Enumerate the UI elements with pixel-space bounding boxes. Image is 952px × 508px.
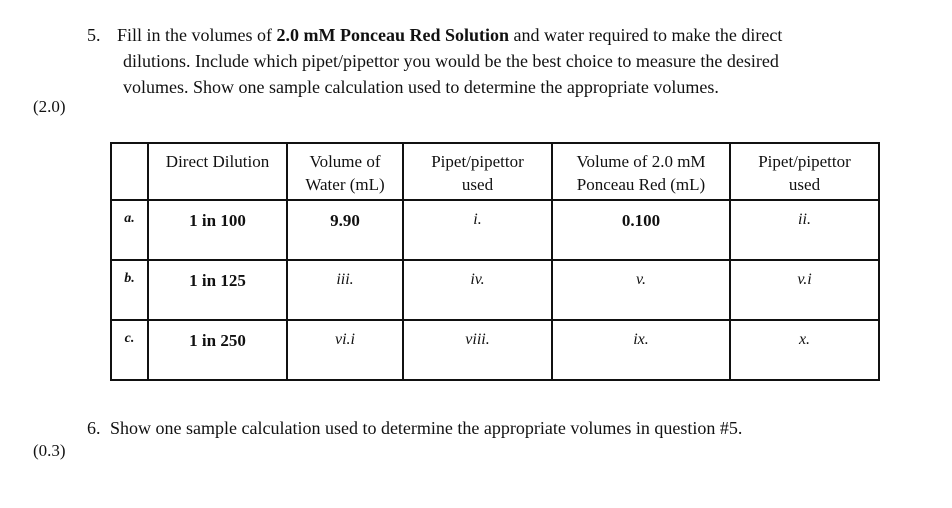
header-direct-dilution: Direct Dilution — [148, 143, 287, 200]
ponceau-pipet-cell: v.i — [730, 260, 879, 320]
header-volume-water-line1: Volume of — [309, 152, 381, 171]
row-label: a. — [111, 200, 148, 260]
ponceau-volume-cell: 0.100 — [552, 200, 730, 260]
dilution-table — [110, 142, 880, 381]
question5-line2: dilutions. Include which pipet/pipettor you would be the best choice to measure the desired — [123, 51, 779, 71]
table-row — [111, 260, 879, 320]
ponceau-pipet-cell: ii. — [730, 200, 879, 260]
header-pipet-ponceau-line2: used — [788, 175, 821, 194]
question5-line1-post: and water required to make the direct — [509, 25, 783, 45]
water-volume-cell: vi.i — [287, 320, 403, 380]
table-row — [111, 320, 879, 380]
dilution-cell: 1 in 250 — [148, 320, 287, 380]
header-pipet-ponceau-line1: Pipet/pipettor — [758, 152, 851, 171]
header-volume-ponceau-line1: Volume of 2.0 mM — [576, 152, 706, 171]
dilution-cell: 1 in 125 — [148, 260, 287, 320]
row-label: c. — [111, 320, 148, 380]
ponceau-volume-cell: v. — [552, 260, 730, 320]
solution-name: 2.0 mM Ponceau Red Solution — [276, 25, 510, 45]
question6-number: 6. — [87, 418, 101, 438]
header-label — [111, 143, 148, 200]
water-volume-cell: iii. — [287, 260, 403, 320]
header-volume-water-line2: Water (mL) — [305, 175, 385, 194]
header-pipet-water-line1: Pipet/pipettor — [431, 152, 524, 171]
question5-line3: volumes. Show one sample calculation used to determine the appropriate volumes. — [123, 77, 719, 97]
water-volume-cell: 9.90 — [287, 200, 403, 260]
header-pipet-water-line2: used — [461, 175, 494, 194]
question6-text: Show one sample calculation used to determine the appropriate volumes in question #5. — [110, 418, 743, 438]
header-pipet-water — [403, 143, 552, 200]
water-pipet-cell: iv. — [403, 260, 552, 320]
question5-points: (2.0) — [33, 97, 66, 116]
header-volume-ponceau — [552, 143, 730, 200]
table-header-row — [111, 143, 879, 200]
dilution-cell: 1 in 100 — [148, 200, 287, 260]
water-pipet-cell: viii. — [403, 320, 552, 380]
question5-text — [117, 22, 897, 100]
question5-number: 5. — [87, 25, 101, 45]
header-volume-water — [287, 143, 403, 200]
ponceau-pipet-cell: x. — [730, 320, 879, 380]
ponceau-volume-cell: ix. — [552, 320, 730, 380]
water-pipet-cell: i. — [403, 200, 552, 260]
header-pipet-ponceau — [730, 143, 879, 200]
question5-line1 — [117, 22, 897, 48]
question6-points: (0.3) — [33, 441, 66, 460]
question5-line1-pre: Fill in the volumes of — [117, 25, 277, 45]
header-volume-ponceau-line2: Ponceau Red (mL) — [576, 175, 706, 194]
row-label: b. — [111, 260, 148, 320]
table-row — [111, 200, 879, 260]
